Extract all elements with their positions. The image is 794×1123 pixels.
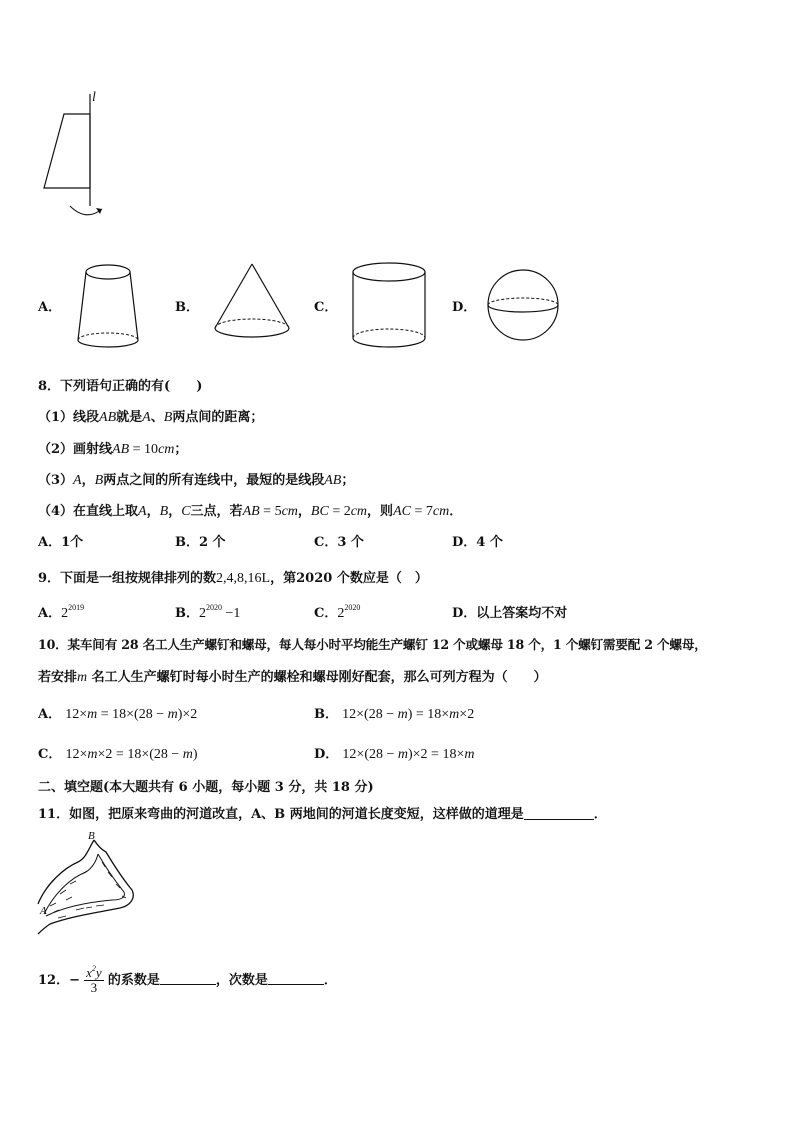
q7-option-d-letter[interactable]: D． [452,300,477,315]
q7-option-a-letter[interactable]: A． [38,300,62,315]
q9-stem: 9．下面是一组按规律排列的数2,4,8,16L，第2020 个数应是（ ） [38,571,428,586]
q8-option-a[interactable]: A．1个 [38,535,84,550]
section-2-heading: 二、填空题(本大题共有 6 小题，每小题 3 分，共 18 分) [38,780,374,795]
q8-option-b[interactable]: B．2 个 [175,535,226,550]
frustum-shape [74,262,144,352]
sphere-shape [486,268,566,348]
q8-item-4: （4）在直线上取A，B，C三点，若AB = 5cm，BC = 2cm，则AC = 7cm． [38,504,463,519]
q7-option-b-letter[interactable]: B． [175,300,199,315]
q9-option-d[interactable]: D．以上答案均不对 [452,606,568,621]
rotation-figure-drawing [40,88,120,223]
river-label-b: B [88,830,95,842]
river-figure [36,832,146,942]
q12-coefficient-blank[interactable] [160,972,216,985]
q10-option-c[interactable]: C． 12×m×2 = 18×(28 − m) [38,747,198,762]
cylinder-shape [352,262,432,352]
q10-option-b[interactable]: B． 12×(28 − m) = 18×m×2 [314,707,475,722]
question-12: 12．− $\frac{x^2y}{3}$ 的系数是 ，次数是 ． [38,964,337,995]
q10-option-a[interactable]: A． 12×m = 18×(28 − m)×2 [38,707,198,722]
q9-option-b[interactable]: B．$2^{2020} -1$ [175,603,241,621]
q8-item-1: （1）线段AB就是A、B两点间的距离； [38,410,264,425]
q8-stem: 8．下列语句正确的有( ) [38,379,203,394]
q11-answer-blank[interactable] [524,807,594,820]
q8-option-d[interactable]: D．4 个 [452,535,503,550]
q12-fraction: $\frac{x^2y}{3}$ [86,964,102,995]
q12-degree-blank[interactable] [268,972,324,985]
q10-line-2: 若安排m 名工人生产螺钉时每小时生产的螺栓和螺母刚好配套，那么可列方程为（ ） [38,670,547,685]
q10-line-1: 10．某车间有 28 名工人生产螺钉和螺母，每人每小时平均能生产螺钉 12 个或螺母 18 个，1 个螺钉需要配 2 个螺母， [38,637,707,652]
q9-option-c[interactable]: C．$2^{2020}$ [314,603,361,621]
q11-stem: 11．如图，把原来弯曲的河道改直，A、B 两地间的河道长度变短，这样做的道理是 ． [38,807,607,822]
axis-label-l: l [92,90,96,105]
q7-option-c-letter[interactable]: C． [314,300,338,315]
q8-option-c[interactable]: C．3 个 [314,535,364,550]
q9-option-a[interactable]: A．$2^{2019}$ [38,603,85,621]
q10-option-d[interactable]: D． 12×(28 − m)×2 = 18×m [314,747,475,762]
q8-item-2: （2）画射线AB = 10cm； [38,442,188,457]
q8-item-3: （3）A，B两点之间的所有连线中，最短的是线段AB； [38,473,355,488]
river-label-a: A [40,905,47,917]
cone-shape [212,262,302,352]
